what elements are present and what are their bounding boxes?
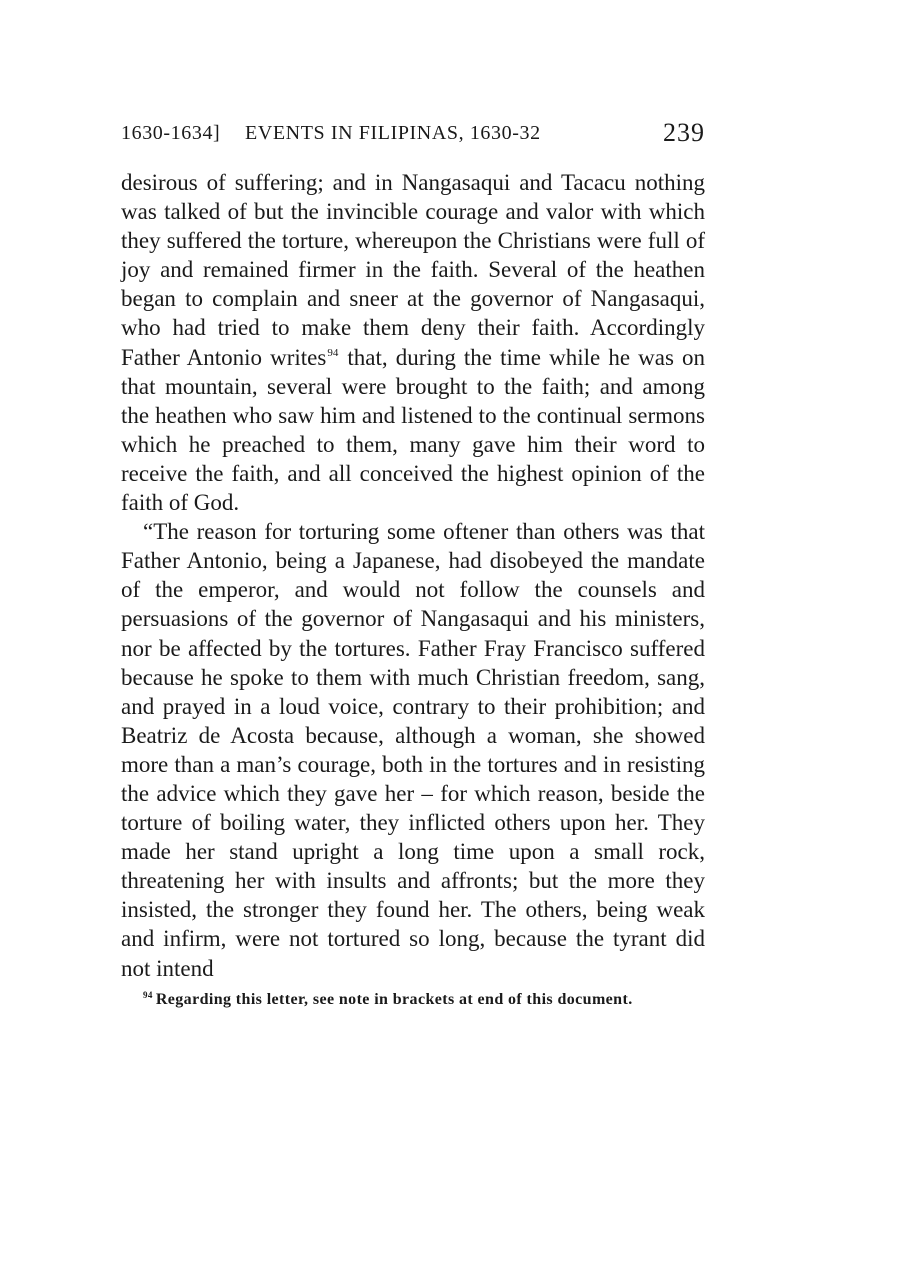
body-text xyxy=(121,168,705,983)
footnote-reference: 94 xyxy=(327,346,339,359)
paragraph-1-text-a: desirous of suffering; and in Nangasaqui and Tacacu nothing was talked of but the invincible courage and valor with which they suffered the torture, whereupon the Christians were full of joy and remained firmer in the faith. Several of the heathen began to complain and sneer at the governor of Nangasaqui, who had tried to make them deny their faith. Accordingly Father Antonio writes xyxy=(121,170,705,370)
footnote-number: 94 xyxy=(143,989,153,1000)
paragraph-1-text-b: that, during the time while he was on that mountain, several were brought to the faith; and among the heathen who saw him and listened to the continual sermons which he preached to them, many gave him their word to receive the faith, and all conceived the highest opinion of the faith of God. xyxy=(121,344,706,516)
footnote-line xyxy=(121,991,705,1009)
book-page xyxy=(121,116,705,1009)
footnote-text: Regarding this letter, see note in brackets at end of this document. xyxy=(155,990,633,1008)
page-number: 239 xyxy=(663,118,705,147)
paragraph-1 xyxy=(121,168,705,517)
paragraph-2: “The reason for torturing some oftener than others was that Father Antonio, being a Japanese, had disobeyed the mandate of the emperor, and would not follow the counsels and persuasions of the governor of Nangasaqui and his ministers, nor be affected by the tortures. Father Fray Francisco suffered because he spoke to them with much Christian freedom, sang, and prayed in a loud voice, contrary to their prohibition; and Beatriz de Acosta because, although a woman, she showed more than a man’s courage, both in the tortures and in resisting the advice which they gave her – for which reason, beside the torture of boiling water, they inflicted others upon her. They made her stand upright a long time upon a small rock, threatening her with insults and affronts; but the more they insisted, the stronger they found her. The others, being weak and infirm, were not tortured so long, because the tyrant did not intend xyxy=(121,519,705,981)
footnote xyxy=(121,991,705,1009)
header-title: EVENTS IN FILIPINAS, 1630-32 xyxy=(245,122,541,144)
header-date-range: 1630-1634] xyxy=(121,122,221,144)
running-head xyxy=(121,116,705,150)
